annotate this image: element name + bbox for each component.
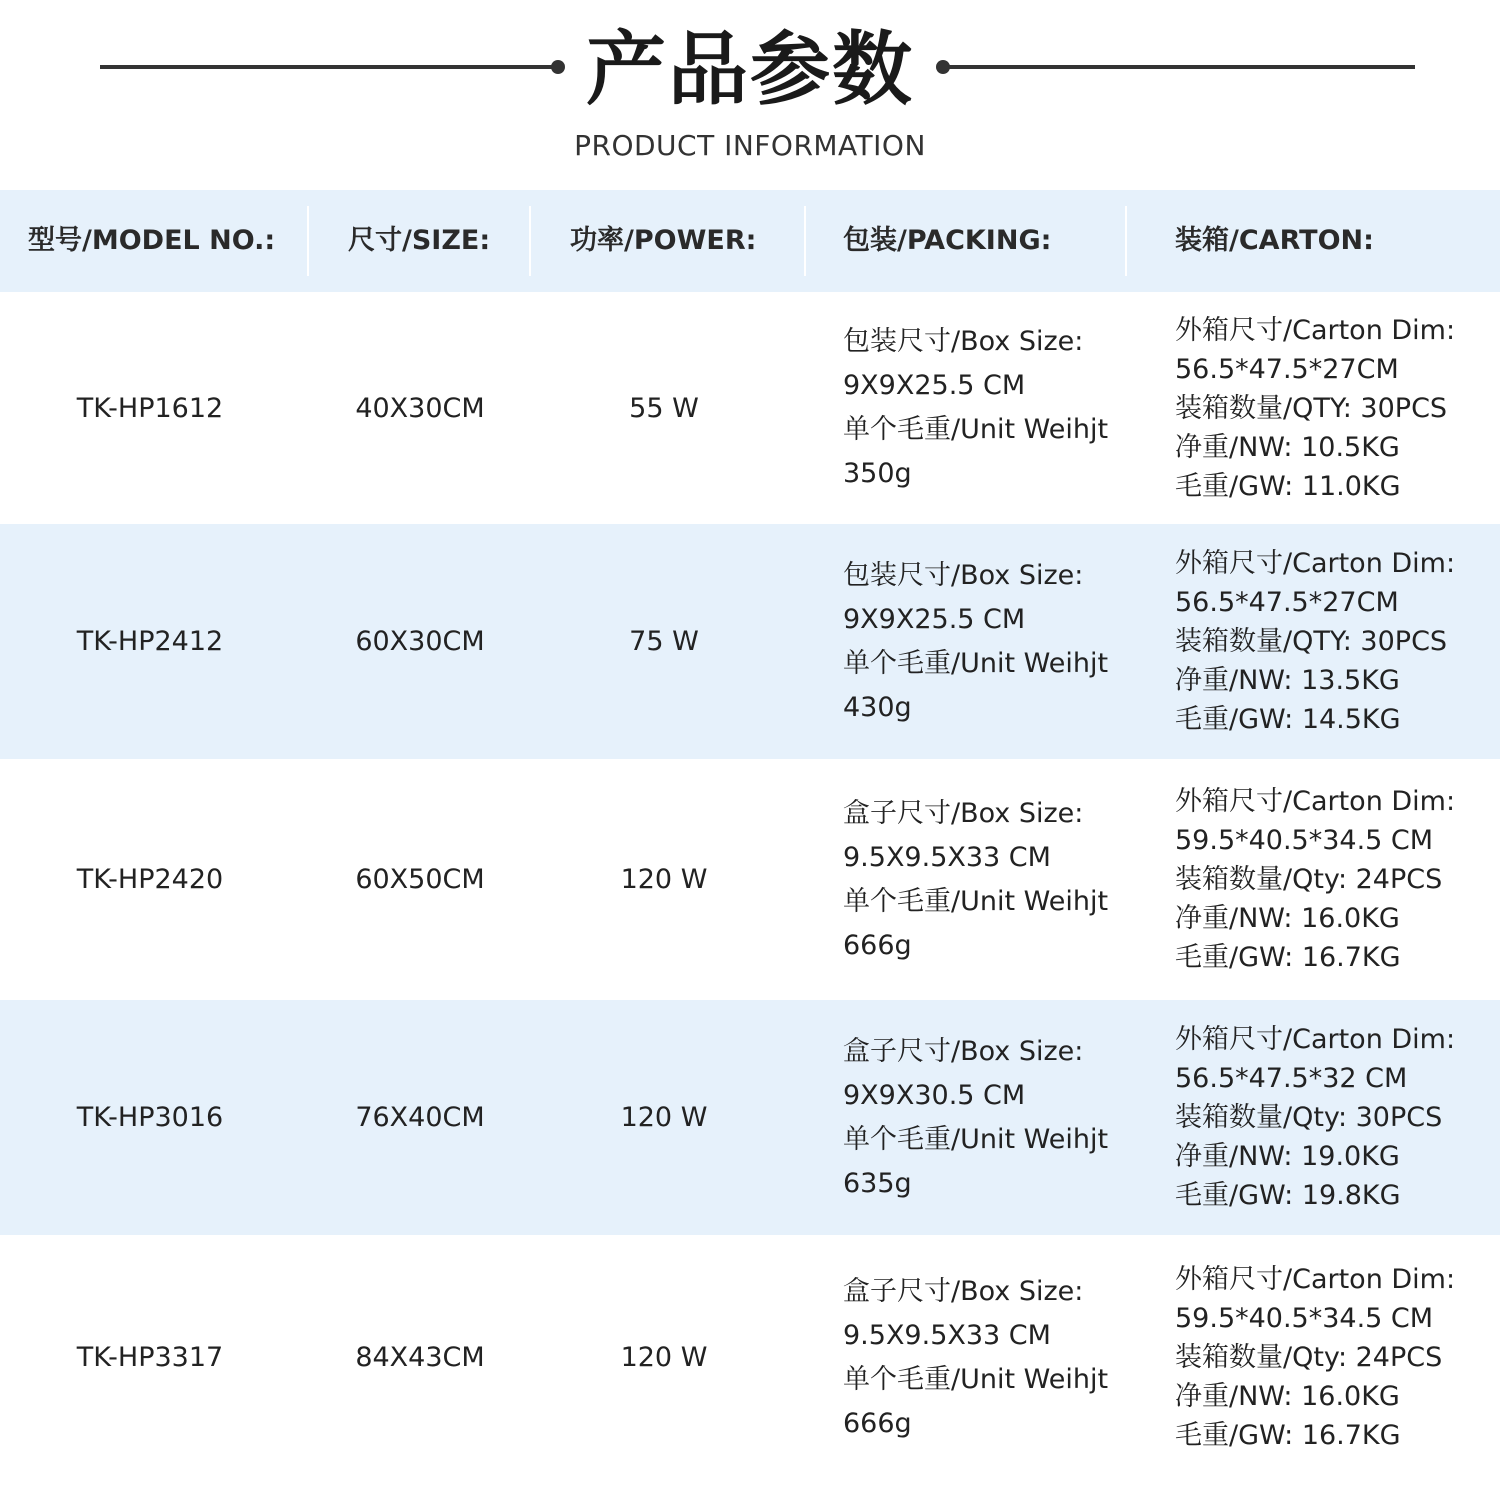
packing-cell xyxy=(843,1235,1133,1480)
carton-cell xyxy=(1175,524,1490,759)
packing-line: 666g xyxy=(843,929,912,961)
header-power: 功率/POWER: xyxy=(570,225,757,256)
title-rule-right xyxy=(948,65,1415,69)
model-cell: TK-HP1612 xyxy=(76,392,224,424)
carton-line: 装箱数量/QTY: 30PCS xyxy=(1175,392,1448,424)
power-cell: 75 W xyxy=(629,626,699,657)
power-cell: 55 W xyxy=(629,392,699,424)
carton-line: 毛重/GW: 11.0KG xyxy=(1175,470,1401,502)
carton-line: 外箱尺寸/Carton Dim: xyxy=(1175,1024,1456,1055)
carton-line: 毛重/GW: 16.7KG xyxy=(1175,942,1401,973)
carton-line: 净重/NW: 19.0KG xyxy=(1175,1141,1400,1172)
packing-line: 包装尺寸/Box Size: xyxy=(843,559,1084,591)
carton-line: 56.5*47.5*27CM xyxy=(1175,587,1399,618)
header-separator xyxy=(529,206,531,276)
carton-line: 56.5*47.5*32 CM xyxy=(1175,1063,1408,1094)
carton-line: 外箱尺寸/Carton Dim: xyxy=(1175,314,1456,346)
size-cell: 84X43CM xyxy=(355,1342,485,1373)
power-cell: 120 W xyxy=(620,1342,708,1373)
header-packing: 包装/PACKING: xyxy=(843,225,1052,256)
carton-cell xyxy=(1175,759,1490,1000)
packing-cell xyxy=(843,1000,1133,1235)
table-row xyxy=(0,1000,1500,1235)
packing-line: 9.5X9.5X33 CM xyxy=(843,1319,1051,1351)
power-cell: 120 W xyxy=(620,1102,708,1133)
packing-line: 单个毛重/Unit Weihjt xyxy=(843,885,1109,917)
header-size: 尺寸/SIZE: xyxy=(348,225,491,256)
size-cell: 60X30CM xyxy=(355,626,485,657)
table-row xyxy=(0,759,1500,1000)
carton-cell xyxy=(1175,1000,1490,1235)
carton-line: 装箱数量/Qty: 30PCS xyxy=(1175,1102,1443,1133)
packing-line: 单个毛重/Unit Weihjt xyxy=(843,414,1109,445)
packing-line: 9X9X25.5 CM xyxy=(843,370,1026,401)
packing-line: 9.5X9.5X33 CM xyxy=(843,841,1051,873)
packing-line: 635g xyxy=(843,1167,912,1199)
carton-line: 装箱数量/Qty: 24PCS xyxy=(1175,1342,1443,1373)
carton-line: 毛重/GW: 19.8KG xyxy=(1175,1180,1401,1211)
packing-line: 666g xyxy=(843,1407,912,1439)
carton-line: 装箱数量/Qty: 24PCS xyxy=(1175,864,1443,895)
carton-line: 净重/NW: 13.5KG xyxy=(1175,665,1400,696)
carton-line: 59.5*40.5*34.5 CM xyxy=(1175,1303,1434,1334)
packing-line: 包装尺寸/Box Size: xyxy=(843,326,1084,357)
carton-line: 外箱尺寸/Carton Dim: xyxy=(1175,786,1456,817)
packing-line: 9X9X30.5 CM xyxy=(843,1079,1026,1111)
packing-line: 盒子尺寸/Box Size: xyxy=(843,1275,1084,1307)
table-row xyxy=(0,524,1500,759)
header-separator xyxy=(307,206,309,276)
carton-line: 毛重/GW: 14.5KG xyxy=(1175,704,1401,735)
carton-line: 毛重/GW: 16.7KG xyxy=(1175,1420,1401,1451)
packing-line: 单个毛重/Unit Weihjt xyxy=(843,647,1109,679)
model-cell: TK-HP3016 xyxy=(76,1102,224,1133)
title-block xyxy=(0,0,1500,190)
model-cell: TK-HP2420 xyxy=(76,864,224,895)
power-cell: 120 W xyxy=(620,864,708,895)
carton-cell xyxy=(1175,1235,1490,1480)
page-subtitle: PRODUCT INFORMATION xyxy=(574,129,926,162)
carton-line: 56.5*47.5*27CM xyxy=(1175,353,1399,385)
header-separator xyxy=(1125,206,1127,276)
model-cell: TK-HP3317 xyxy=(76,1342,224,1373)
carton-line: 59.5*40.5*34.5 CM xyxy=(1175,825,1434,856)
header-model: 型号/MODEL NO.: xyxy=(28,225,276,256)
packing-line: 430g xyxy=(843,691,912,723)
carton-line: 外箱尺寸/Carton Dim: xyxy=(1175,1264,1456,1295)
size-cell: 40X30CM xyxy=(355,392,485,424)
carton-line: 净重/NW: 10.5KG xyxy=(1175,431,1400,463)
packing-cell xyxy=(843,524,1133,759)
table-row xyxy=(0,292,1500,524)
table-row xyxy=(0,1235,1500,1480)
carton-line: 装箱数量/QTY: 30PCS xyxy=(1175,626,1448,657)
carton-line: 外箱尺寸/Carton Dim: xyxy=(1175,548,1456,579)
header-separator xyxy=(804,206,806,276)
page-title: 产品参数 xyxy=(586,23,914,116)
packing-line: 单个毛重/Unit Weihjt xyxy=(843,1363,1109,1395)
packing-line: 单个毛重/Unit Weihjt xyxy=(843,1123,1109,1155)
size-cell: 60X50CM xyxy=(355,864,485,895)
packing-cell xyxy=(843,292,1133,524)
carton-line: 净重/NW: 16.0KG xyxy=(1175,903,1400,934)
size-cell: 76X40CM xyxy=(355,1102,485,1133)
model-cell: TK-HP2412 xyxy=(76,626,224,657)
packing-cell xyxy=(843,759,1133,1000)
header-carton: 装箱/CARTON: xyxy=(1175,225,1374,256)
packing-line: 350g xyxy=(843,458,912,489)
packing-line: 盒子尺寸/Box Size: xyxy=(843,797,1084,829)
carton-line: 净重/NW: 16.0KG xyxy=(1175,1381,1400,1412)
table-header xyxy=(0,190,1500,292)
packing-line: 9X9X25.5 CM xyxy=(843,603,1026,635)
carton-cell xyxy=(1175,292,1490,524)
packing-line: 盒子尺寸/Box Size: xyxy=(843,1035,1084,1067)
